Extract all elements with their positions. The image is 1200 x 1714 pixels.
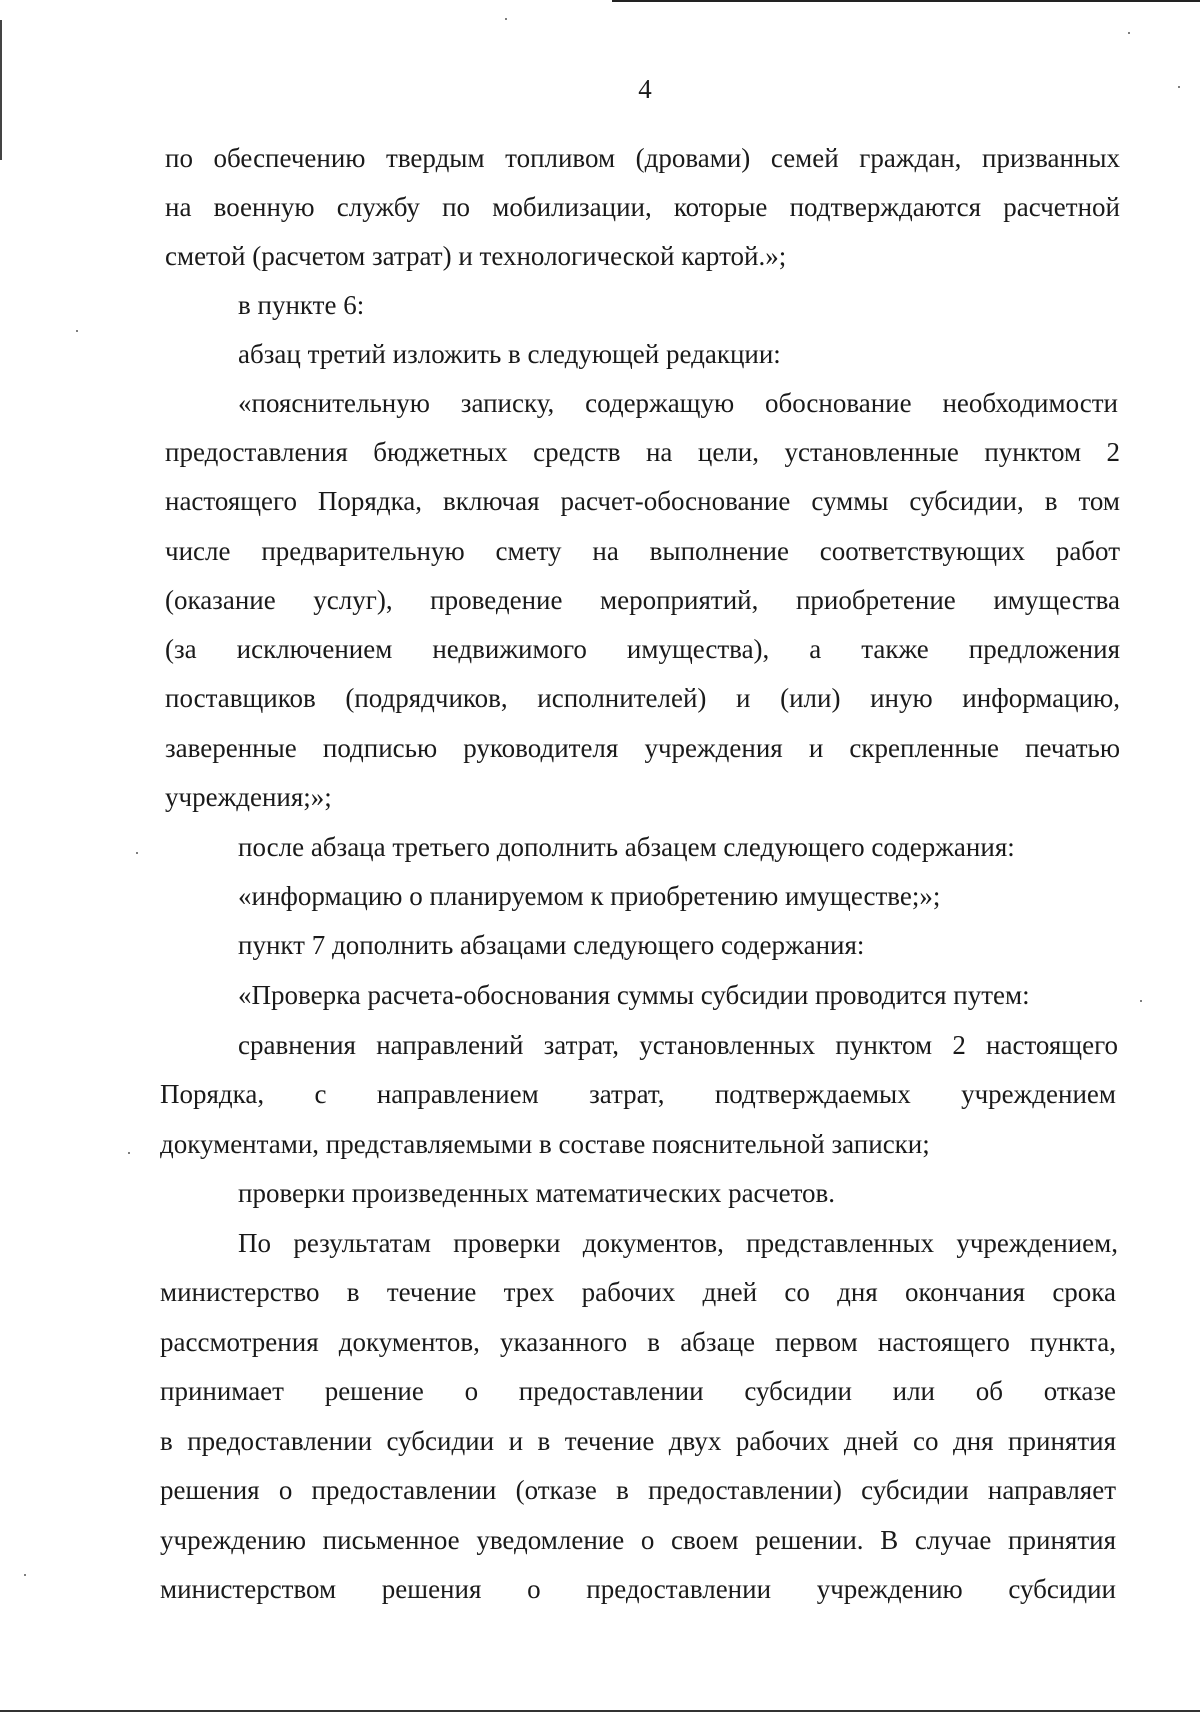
text-line: заверенные подписью руководителя учреждения и скрепленные печатью <box>165 733 1120 763</box>
text-line: абзац третий изложить в следующей редакции: <box>238 339 781 369</box>
text-line: по обеспечению твердым топливом (дровами) семей граждан, призванных <box>165 143 1120 173</box>
text-line: учреждению письменное уведомление о своем решении. В случае принятия <box>160 1525 1116 1555</box>
text-line: По результатам проверки документов, представленных учреждением, <box>238 1228 1118 1258</box>
text-line: (оказание услуг), проведение мероприятий, приобретение имущества <box>165 585 1120 615</box>
text-line: министерством решения о предоставлении учреждению субсидии <box>160 1574 1116 1604</box>
text-line: рассмотрения документов, указанного в абзаце первом настоящего пункта, <box>160 1327 1116 1357</box>
text-line: предоставления бюджетных средств на цели, установленные пунктом 2 <box>165 437 1120 467</box>
text-line: решения о предоставлении (отказе в предоставлении) субсидии направляет <box>160 1475 1116 1505</box>
scan-speck <box>505 18 507 20</box>
text-line: (за исключением недвижимого имущества), а также предложения <box>165 634 1120 664</box>
scan-speck <box>24 1574 26 1576</box>
scan-edge-bottom <box>0 1710 1200 1712</box>
text-line: поставщиков (подрядчиков, исполнителей) и (или) иную информацию, <box>165 683 1120 713</box>
text-line: Порядка, с направлением затрат, подтверждаемых учреждением <box>160 1079 1116 1109</box>
text-line: пункт 7 дополнить абзацами следующего содержания: <box>238 930 865 960</box>
text-line: числе предварительную смету на выполнение соответствующих работ <box>165 536 1120 566</box>
page-number: 4 <box>638 74 652 104</box>
text-line: сравнения направлений затрат, установленных пунктом 2 настоящего <box>238 1030 1118 1060</box>
text-line: сметой (расчетом затрат) и технологической картой.»; <box>165 241 787 271</box>
scan-edge-top <box>612 0 1200 2</box>
text-line: «информацию о планируемом к приобретению имуществе;»; <box>238 881 941 911</box>
text-line: «Проверка расчета-обоснования суммы субсидии проводится путем: <box>238 980 1030 1010</box>
text-line: принимает решение о предоставлении субсидии или об отказе <box>160 1376 1116 1406</box>
text-line: учреждения;»; <box>165 782 332 812</box>
scan-speck <box>136 852 138 854</box>
text-line: на военную службу по мобилизации, которые подтверждаются расчетной <box>165 192 1120 222</box>
scan-speck <box>1140 1000 1142 1002</box>
text-line: документами, представляемыми в составе пояснительной записки; <box>160 1129 930 1159</box>
scan-speck <box>1128 32 1130 34</box>
text-line: в предоставлении субсидии и в течение двух рабочих дней со дня принятия <box>160 1426 1116 1456</box>
text-line: министерство в течение трех рабочих дней со дня окончания срока <box>160 1277 1116 1307</box>
text-line: после абзаца третьего дополнить абзацем следующего содержания: <box>238 832 1015 862</box>
text-line: настоящего Порядка, включая расчет-обоснование суммы субсидии, в том <box>165 486 1120 516</box>
scan-speck <box>76 330 78 332</box>
scan-speck <box>128 1152 130 1154</box>
text-line: проверки произведенных математических расчетов. <box>238 1178 836 1208</box>
text-line: «пояснительную записку, содержащую обоснование необходимости <box>238 388 1118 418</box>
text-line: в пункте 6: <box>238 290 365 320</box>
